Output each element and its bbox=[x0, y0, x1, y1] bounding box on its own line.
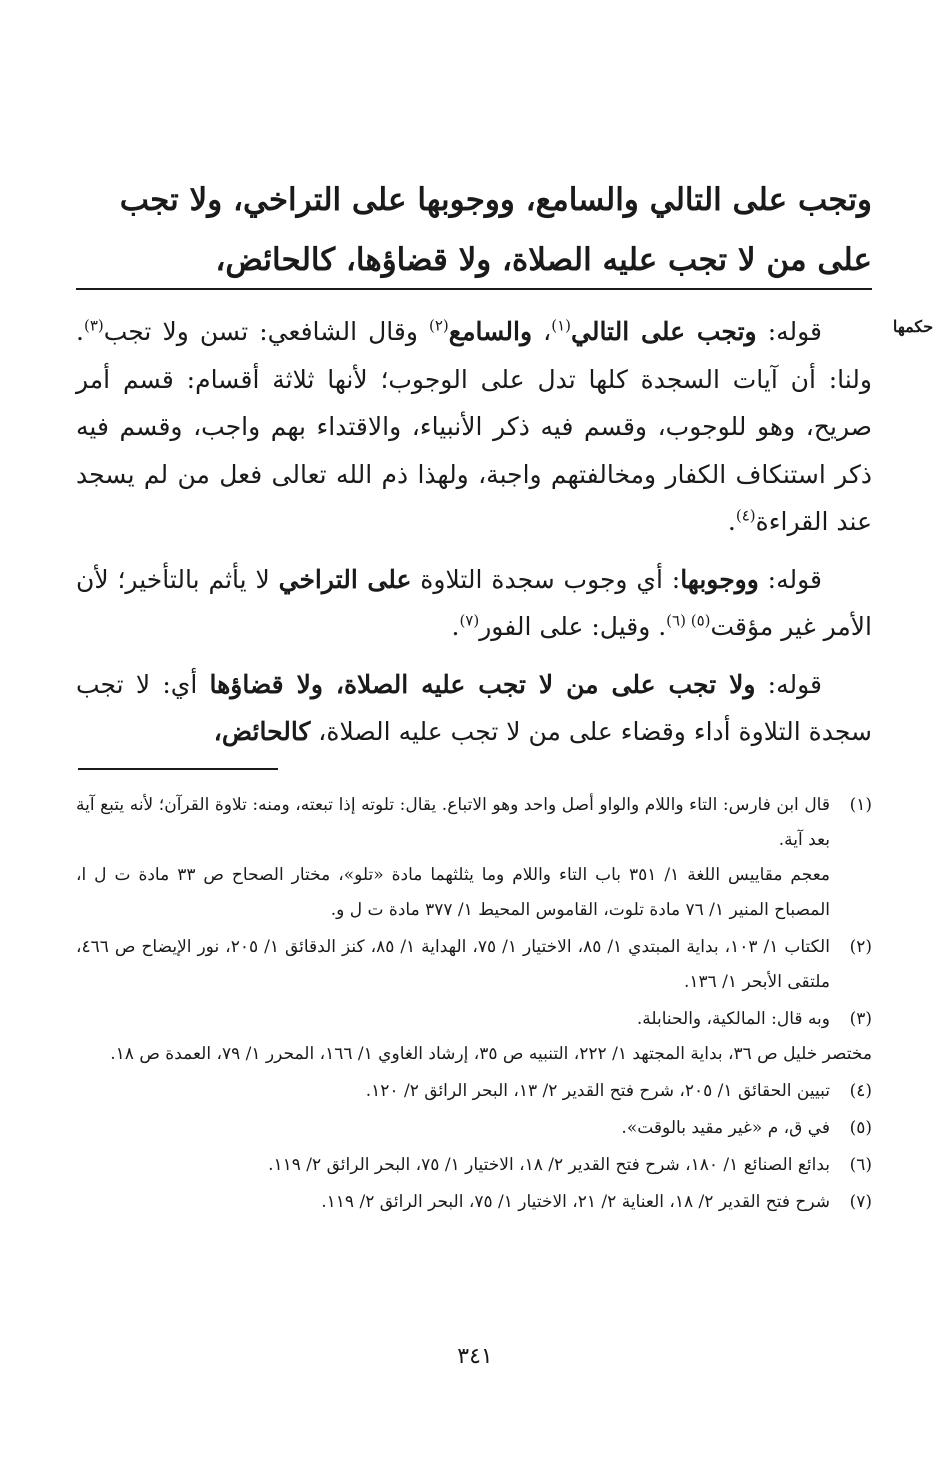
commentary-text: أي: لا تجب سجدة التلاوة أداء وقضاء على من لا تجب عليه الصلاة، bbox=[76, 669, 872, 746]
main-text-divider bbox=[76, 288, 872, 290]
commentary bbox=[76, 308, 872, 766]
main-text-line-2: على من لا تجب عليه الصلاة، ولا قضاؤها، كالحائض، bbox=[215, 242, 872, 278]
main-text-line-1: وتجب على التالي والسامع، ووجوبها على التراخي، ولا تجب bbox=[119, 182, 872, 218]
quoted-text: والسامع bbox=[448, 317, 533, 346]
quoted-text: على التراخي bbox=[278, 564, 412, 594]
footnote-text: تبيين الحقائق ١/ ٢٠٥، شرح فتح القدير ٢/ ١٣، البحر الرائق ٢/ ١٢٠. bbox=[365, 1081, 830, 1101]
footnote-text: شرح فتح القدير ٢/ ١٨، العناية ٢/ ٢١، الاختيار ١/ ٧٥، البحر الرائق ٢/ ١١٩. bbox=[321, 1192, 830, 1212]
footnote-ref[interactable]: (٤) bbox=[735, 506, 756, 525]
commentary-text: . وقيل: على الفور bbox=[479, 612, 667, 641]
main-text bbox=[76, 170, 872, 290]
footnote-number: (١) bbox=[849, 795, 872, 815]
quoted-text: وتجب على التالي bbox=[570, 317, 757, 346]
footnote-ref[interactable]: (٥) bbox=[690, 611, 711, 630]
footnote-ref[interactable]: (١) bbox=[551, 316, 571, 335]
footnote-text: الكتاب ١/ ١٠٣، بداية المبتدي ١/ ٨٥، الاختيار ١/ ٧٥، الهداية ١/ ٨٥، كنز الدقائق ١/ ٢٠٥، نور الإيضاح ص ٤٦٦، ملتقى الأبحر ١/ ١٣٦. bbox=[76, 937, 830, 992]
commentary-paragraph-3 bbox=[76, 661, 872, 756]
footnote-4 bbox=[76, 1074, 872, 1109]
footnote-text: وبه قال: المالكية، والحنابلة. bbox=[636, 1009, 830, 1029]
footnote-ref[interactable]: (٢) bbox=[429, 316, 449, 335]
qawluh-label: قوله: bbox=[758, 564, 822, 594]
commentary-paragraph-1 bbox=[76, 308, 872, 546]
commentary-text: . bbox=[451, 612, 460, 641]
footnote-text: قال ابن فارس: التاء واللام والواو أصل واحد وهو الاتباع. يقال: تلوته إذا تبعته، ومنه: تلاوة القرآن؛ لأنه يتبع آية بعد آية. bbox=[76, 795, 830, 850]
commentary-text: ، bbox=[532, 317, 552, 346]
commentary-text: : أي وجوب سجدة التلاوة bbox=[411, 564, 681, 594]
footnote-ref[interactable]: (٣) bbox=[83, 316, 104, 335]
footnote-number: (٧) bbox=[849, 1192, 872, 1212]
footnote-text: بدائع الصنائع ١/ ١٨٠، شرح فتح القدير ٢/ ١٨، الاختيار ١/ ٧٥، البحر الرائق ٢/ ١١٩. bbox=[268, 1155, 830, 1175]
qawluh-label: قوله: bbox=[755, 669, 822, 699]
footnote-number: (٢) bbox=[849, 937, 872, 957]
footnote-text: معجم مقاييس اللغة ١/ ٣٥١ باب التاء واللام وما يثلثهما مادة «تلو»، مختار الصحاح ص ٣٣ مادة ت ل ا، المصباح المنير ١/ ٧٦ مادة تلوت، القاموس المحيط ١/ ٣٧٧ مادة ت ل و. bbox=[76, 865, 831, 920]
footnote-divider bbox=[78, 768, 278, 770]
quoted-text: ووجوبها bbox=[680, 564, 759, 594]
footnote-3 bbox=[76, 1002, 872, 1072]
commentary-text: . ولنا: أن آيات السجدة كلها تدل على الوجوب؛ لأنها ثلاثة أقسام: قسم أمر صريح، وهو للوجوب، وقسم فيه ذكر الأنبياء، والاقتداء بهم واجب، وقسم فيه ذكر استنكاف الكفار ومخالفتهم واجبة، ولهذا ذم الله تعالى فعل من لم يسجد عند القراءة bbox=[76, 317, 872, 536]
footnote-number: (٦) bbox=[849, 1155, 872, 1175]
quoted-text: كالحائض، bbox=[213, 717, 311, 746]
footnote-2 bbox=[76, 930, 872, 1000]
footnote-6 bbox=[76, 1148, 872, 1183]
footnote-ref[interactable]: (٦) bbox=[666, 611, 691, 630]
qawluh-label: قوله: bbox=[756, 317, 823, 346]
footnote-ref[interactable]: (٧) bbox=[459, 611, 480, 630]
commentary-text: لا يأثم بالتأخير؛ لأن الأمر غير مؤقت bbox=[76, 564, 872, 641]
margin-note: حكمها bbox=[892, 317, 934, 336]
footnote-number: (٥) bbox=[849, 1118, 872, 1138]
quoted-text: ولا تجب على من لا تجب عليه الصلاة، ولا قضاؤها bbox=[209, 669, 756, 699]
commentary-paragraph-2 bbox=[76, 556, 872, 651]
page-number: ٣٤١ bbox=[457, 1344, 493, 1369]
commentary-text: وقال الشافعي: تسن ولا تجب bbox=[103, 317, 429, 346]
commentary-text: . bbox=[727, 507, 736, 536]
footnote-7 bbox=[76, 1185, 872, 1220]
footnote-text: في ق، م «غير مقيد بالوقت». bbox=[621, 1118, 830, 1138]
footnotes bbox=[76, 788, 872, 1222]
footnote-text: مختصر خليل ص ٣٦، بداية المجتهد ١/ ٢٢٢، التنبيه ص ٣٥، إرشاد الغاوي ١/ ١٦٦، المحرر ١/ ٧٩، العمدة ص ١٨. bbox=[110, 1044, 872, 1064]
footnote-5 bbox=[76, 1111, 872, 1146]
footnote-number: (٤) bbox=[849, 1081, 872, 1101]
footnote-number: (٣) bbox=[849, 1009, 872, 1029]
footnote-1 bbox=[76, 788, 872, 928]
